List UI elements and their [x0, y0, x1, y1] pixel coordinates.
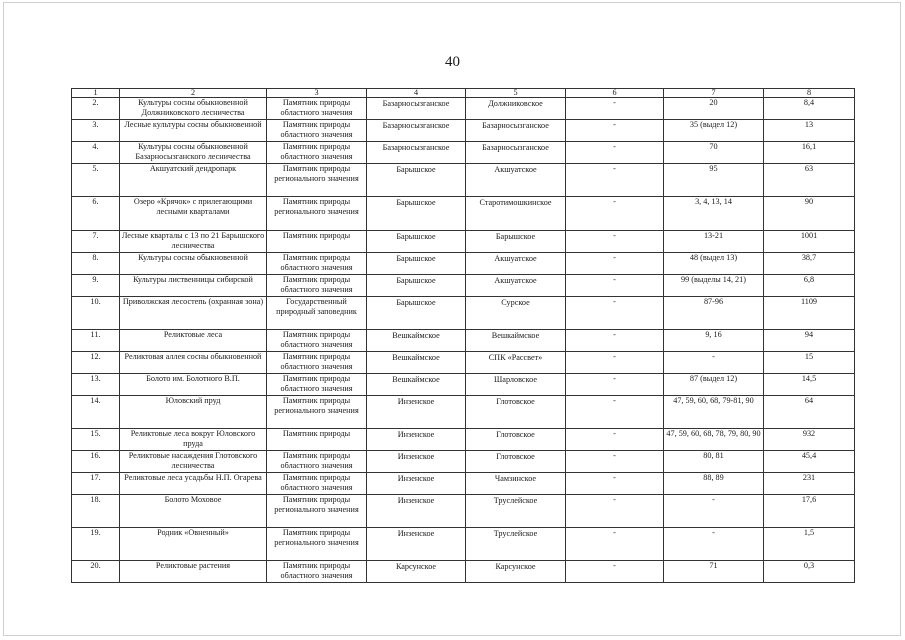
district-cell: Барышское	[367, 253, 466, 275]
row-number-cell: 4.	[72, 142, 120, 164]
quarters-cell: 3, 4, 13, 14	[664, 197, 764, 231]
column6-cell: -	[566, 352, 664, 374]
object-name-cell: Реликтовые леса вокруг Юловского пруда	[120, 429, 267, 451]
settlement-cell: Глотовское	[466, 451, 566, 473]
column6-cell: -	[566, 142, 664, 164]
table-header-row	[72, 89, 855, 98]
category-cell: Памятник природы областного значения	[267, 275, 367, 297]
settlement-cell: Чамзинское	[466, 473, 566, 495]
settlement-cell: Труслейское	[466, 528, 566, 561]
district-cell: Карсунское	[367, 561, 466, 583]
object-name-cell: Реликтовые леса усадьбы Н.П. Огарева	[120, 473, 267, 495]
row-number-cell: 8.	[72, 253, 120, 275]
area-cell: 8,4	[764, 98, 855, 120]
row-number-cell: 13.	[72, 374, 120, 396]
area-cell: 1109	[764, 297, 855, 330]
district-cell: Инзенское	[367, 473, 466, 495]
row-number-cell: 7.	[72, 231, 120, 253]
row-number-cell: 10.	[72, 297, 120, 330]
object-name-cell: Реликтовые насаждения Глотовского лесничества	[120, 451, 267, 473]
column6-cell: -	[566, 98, 664, 120]
column6-cell: -	[566, 197, 664, 231]
quarters-cell: -	[664, 528, 764, 561]
category-cell: Памятник природы регионального значения	[267, 396, 367, 429]
district-cell: Инзенское	[367, 429, 466, 451]
area-cell: 63	[764, 164, 855, 197]
district-cell: Вешкаймское	[367, 374, 466, 396]
settlement-cell: Барышское	[466, 231, 566, 253]
area-cell: 64	[764, 396, 855, 429]
column6-cell: -	[566, 451, 664, 473]
column-header: 8	[764, 89, 855, 98]
object-name-cell: Болото им. Болотного В.П.	[120, 374, 267, 396]
table-row	[72, 142, 855, 164]
district-cell: Вешкаймское	[367, 330, 466, 352]
object-name-cell: Реликтовые леса	[120, 330, 267, 352]
object-name-cell: Реликтовая аллея сосны обыкновенной	[120, 352, 267, 374]
object-name-cell: Культуры сосны обыкновенной	[120, 253, 267, 275]
settlement-cell: Базарносызганское	[466, 120, 566, 142]
settlement-cell: Вешкаймское	[466, 330, 566, 352]
category-cell: Памятник природы областного значения	[267, 473, 367, 495]
column6-cell: -	[566, 495, 664, 528]
object-name-cell: Культуры лиственницы сибирской	[120, 275, 267, 297]
quarters-cell: 9, 16	[664, 330, 764, 352]
district-cell: Барышское	[367, 164, 466, 197]
row-number-cell: 20.	[72, 561, 120, 583]
table-row	[72, 396, 855, 429]
table-row	[72, 330, 855, 352]
object-name-cell: Реликтовые растения	[120, 561, 267, 583]
table-row	[72, 120, 855, 142]
area-cell: 45,4	[764, 451, 855, 473]
table-row	[72, 164, 855, 197]
column6-cell: -	[566, 297, 664, 330]
row-number-cell: 17.	[72, 473, 120, 495]
settlement-cell: Шарловское	[466, 374, 566, 396]
object-name-cell: Болото Моховое	[120, 495, 267, 528]
row-number-cell: 15.	[72, 429, 120, 451]
object-name-cell: Юловский пруд	[120, 396, 267, 429]
category-cell: Памятник природы	[267, 429, 367, 451]
area-cell: 17,6	[764, 495, 855, 528]
category-cell: Памятник природы областного значения	[267, 142, 367, 164]
area-cell: 231	[764, 473, 855, 495]
column-header: 6	[566, 89, 664, 98]
settlement-cell: Акшуатское	[466, 253, 566, 275]
district-cell: Базарносызганское	[367, 98, 466, 120]
category-cell: Памятник природы областного значения	[267, 330, 367, 352]
settlement-cell: Акшуатское	[466, 164, 566, 197]
category-cell: Памятник природы регионального значения	[267, 528, 367, 561]
district-cell: Барышское	[367, 197, 466, 231]
object-name-cell: Озеро «Крячок» с прилегающими лесными кварталами	[120, 197, 267, 231]
area-cell: 1,5	[764, 528, 855, 561]
quarters-cell: 87 (выдел 12)	[664, 374, 764, 396]
settlement-cell: СПК «Рассвет»	[466, 352, 566, 374]
settlement-cell: Акшуатское	[466, 275, 566, 297]
object-name-cell: Культуры сосны обыкновенной Должниковского лесничества	[120, 98, 267, 120]
category-cell: Памятник природы регионального значения	[267, 495, 367, 528]
column-header: 3	[267, 89, 367, 98]
category-cell: Памятник природы областного значения	[267, 561, 367, 583]
table-row	[72, 98, 855, 120]
table-row	[72, 297, 855, 330]
area-cell: 13	[764, 120, 855, 142]
column6-cell: -	[566, 330, 664, 352]
settlement-cell: Карсунское	[466, 561, 566, 583]
column6-cell: -	[566, 429, 664, 451]
table-row	[72, 197, 855, 231]
quarters-cell: 47, 59, 60, 68, 78, 79, 80, 90	[664, 429, 764, 451]
table-row	[72, 451, 855, 473]
row-number-cell: 19.	[72, 528, 120, 561]
quarters-cell: 70	[664, 142, 764, 164]
column6-cell: -	[566, 473, 664, 495]
column-header: 4	[367, 89, 466, 98]
row-number-cell: 5.	[72, 164, 120, 197]
row-number-cell: 9.	[72, 275, 120, 297]
row-number-cell: 14.	[72, 396, 120, 429]
area-cell: 6,8	[764, 275, 855, 297]
settlement-cell: Базарносызганское	[466, 142, 566, 164]
column6-cell: -	[566, 374, 664, 396]
settlement-cell: Глотовское	[466, 396, 566, 429]
table-row	[72, 429, 855, 451]
district-cell: Барышское	[367, 231, 466, 253]
district-cell: Инзенское	[367, 495, 466, 528]
category-cell: Памятник природы областного значения	[267, 120, 367, 142]
quarters-cell: 20	[664, 98, 764, 120]
quarters-cell: 88, 89	[664, 473, 764, 495]
settlement-cell: Должниковское	[466, 98, 566, 120]
row-number-cell: 12.	[72, 352, 120, 374]
column6-cell: -	[566, 275, 664, 297]
table-row	[72, 275, 855, 297]
column6-cell: -	[566, 164, 664, 197]
row-number-cell: 16.	[72, 451, 120, 473]
area-cell: 38,7	[764, 253, 855, 275]
quarters-cell: -	[664, 352, 764, 374]
table-row	[72, 473, 855, 495]
area-cell: 14,5	[764, 374, 855, 396]
column-header: 2	[120, 89, 267, 98]
row-number-cell: 18.	[72, 495, 120, 528]
quarters-cell: 47, 59, 60, 68, 79-81, 90	[664, 396, 764, 429]
quarters-cell: 80, 81	[664, 451, 764, 473]
object-name-cell: Приволжская лесостепь (охранная зона)	[120, 297, 267, 330]
table-row	[72, 561, 855, 583]
settlement-cell: Глотовское	[466, 429, 566, 451]
quarters-cell: 71	[664, 561, 764, 583]
district-cell: Инзенское	[367, 528, 466, 561]
quarters-cell: 99 (выделы 14, 21)	[664, 275, 764, 297]
district-cell: Инзенское	[367, 396, 466, 429]
district-cell: Вешкаймское	[367, 352, 466, 374]
district-cell: Базарносызганское	[367, 120, 466, 142]
quarters-cell: 95	[664, 164, 764, 197]
row-number-cell: 11.	[72, 330, 120, 352]
category-cell: Памятник природы областного значения	[267, 451, 367, 473]
column6-cell: -	[566, 120, 664, 142]
column-header: 7	[664, 89, 764, 98]
category-cell: Государственный природный заповедник	[267, 297, 367, 330]
object-name-cell: Лесные культуры сосны обыкновенной	[120, 120, 267, 142]
area-cell: 15	[764, 352, 855, 374]
column6-cell: -	[566, 231, 664, 253]
category-cell: Памятник природы	[267, 231, 367, 253]
column6-cell: -	[566, 561, 664, 583]
category-cell: Памятник природы регионального значения	[267, 164, 367, 197]
settlement-cell: Старотимошкинское	[466, 197, 566, 231]
table-row	[72, 528, 855, 561]
area-cell: 94	[764, 330, 855, 352]
area-cell: 932	[764, 429, 855, 451]
settlement-cell: Сурское	[466, 297, 566, 330]
column-header: 1	[72, 89, 120, 98]
category-cell: Памятник природы регионального значения	[267, 197, 367, 231]
quarters-cell: 87-96	[664, 297, 764, 330]
table-row	[72, 253, 855, 275]
category-cell: Памятник природы областного значения	[267, 98, 367, 120]
row-number-cell: 6.	[72, 197, 120, 231]
table-row	[72, 352, 855, 374]
page-number: 40	[445, 54, 460, 70]
object-name-cell: Акшуатский дендропарк	[120, 164, 267, 197]
category-cell: Памятник природы областного значения	[267, 253, 367, 275]
area-cell: 90	[764, 197, 855, 231]
area-cell: 0,3	[764, 561, 855, 583]
quarters-cell: 13-21	[664, 231, 764, 253]
quarters-cell: 48 (выдел 13)	[664, 253, 764, 275]
district-cell: Базарносызганское	[367, 142, 466, 164]
quarters-cell: 35 (выдел 12)	[664, 120, 764, 142]
column-header: 5	[466, 89, 566, 98]
column6-cell: -	[566, 253, 664, 275]
column6-cell: -	[566, 528, 664, 561]
quarters-cell: -	[664, 495, 764, 528]
district-cell: Барышское	[367, 297, 466, 330]
table-row	[72, 495, 855, 528]
category-cell: Памятник природы областного значения	[267, 352, 367, 374]
column6-cell: -	[566, 396, 664, 429]
row-number-cell: 2.	[72, 98, 120, 120]
district-cell: Барышское	[367, 275, 466, 297]
object-name-cell: Культуры сосны обыкновенной Базарносызганского лесничества	[120, 142, 267, 164]
table-row	[72, 374, 855, 396]
object-name-cell: Лесные кварталы с 13 по 21 Барышского лесничества	[120, 231, 267, 253]
object-name-cell: Родник «Овненный»	[120, 528, 267, 561]
area-cell: 1001	[764, 231, 855, 253]
category-cell: Памятник природы областного значения	[267, 374, 367, 396]
table-row	[72, 231, 855, 253]
settlement-cell: Труслейское	[466, 495, 566, 528]
area-cell: 16,1	[764, 142, 855, 164]
row-number-cell: 3.	[72, 120, 120, 142]
district-cell: Инзенское	[367, 451, 466, 473]
protected-areas-table	[71, 88, 855, 583]
